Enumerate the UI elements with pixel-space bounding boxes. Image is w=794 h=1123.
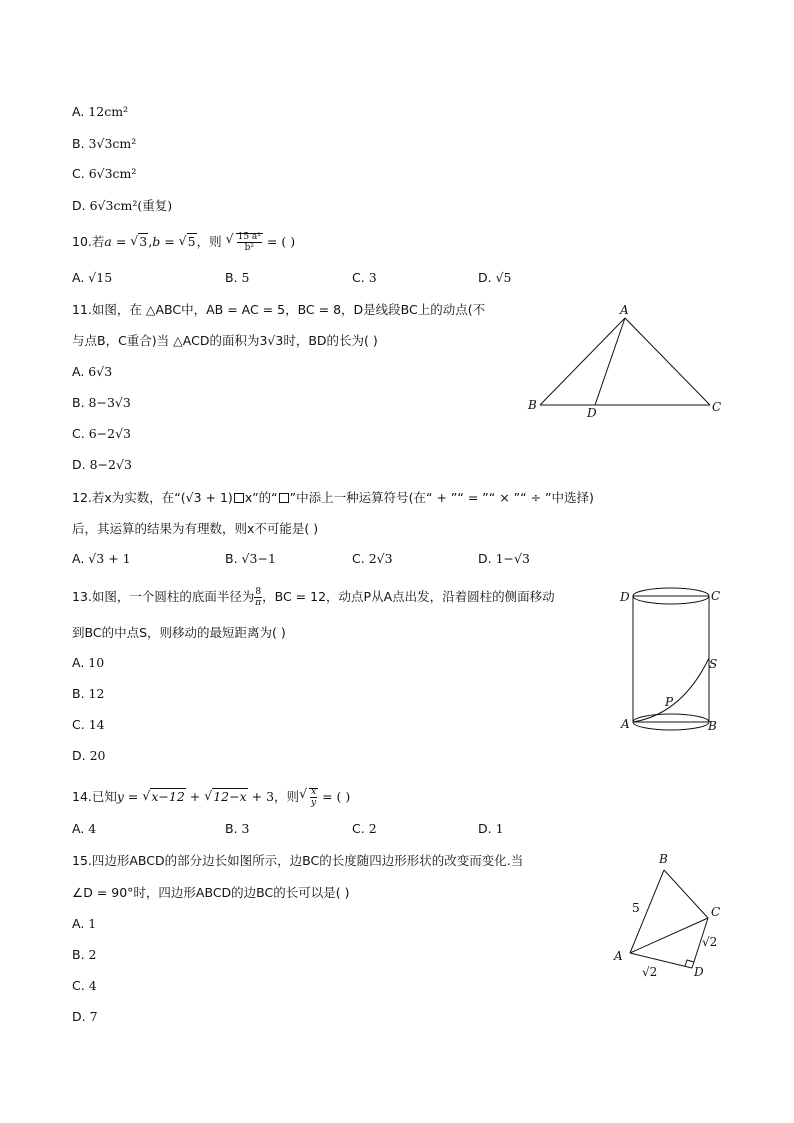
q13-label-d: D (620, 590, 630, 604)
q9-option-b: B. 3√3cm² (72, 136, 137, 151)
q13-option-a: A. 10 (72, 655, 105, 670)
q13-option-b: B. 12 (72, 686, 105, 701)
q11-label-c: C (712, 400, 722, 414)
q9-option-c: C. 6√3cm² (72, 166, 137, 181)
q11-option-a: A. 6√3 (72, 364, 113, 379)
q10-option-d: D. √5 (478, 270, 512, 285)
q15-quadrilateral-figure (608, 848, 738, 984)
q13-label-c: C (711, 589, 721, 603)
q13-label-b: B (708, 719, 717, 733)
q12-stem-line1: 12.若x为实数，在“(√3 + 1) x”的“ ”中添上一种运算符号(在“ + ”“ = ”“ × ”“ ÷ ”中选择) (72, 490, 594, 505)
q15-label-d: D (694, 965, 704, 979)
q12-option-c: C. 2√3 (352, 551, 393, 566)
q15-label-ab-length: 5 (632, 901, 640, 915)
q12-option-a: A. √3 + 1 (72, 551, 131, 566)
q10-option-c: C. 3 (352, 270, 377, 285)
q15-label-b: B (659, 852, 668, 866)
q14-option-c: C. 2 (352, 821, 377, 836)
q11-stem-line1: 11.如图，在 △ABC中，AB = AC = 5，BC = 8，D是线段BC上的动点(不 (72, 302, 486, 317)
q15-stem-line1: 15.四边形ABCD的部分边长如图所示，边BC的长度随四边形形状的改变而变化.当 (72, 853, 524, 868)
q13-cylinder-figure (612, 582, 732, 740)
q15-option-c: C. 4 (72, 978, 97, 993)
q15-option-b: B. 2 (72, 947, 97, 962)
q14-option-b: B. 3 (225, 821, 250, 836)
q13-stem-line1: 13.如图，一个圆柱的底面半径为 $\frac{8}{\pi}$ ，BC = 12，动点P从A点出发，沿着圆柱的侧面移动 (72, 587, 555, 608)
q13-option-d: D. 20 (72, 748, 106, 763)
q14-option-a: A. 4 (72, 821, 97, 836)
q11-triangle-figure (520, 298, 730, 422)
q15-option-a: A. 1 (72, 916, 97, 931)
q9-option-d: D. 6√3cm²(重复) (72, 198, 173, 213)
q12-option-b: B. √3−1 (225, 551, 276, 566)
q13-label-a: A (621, 717, 630, 731)
q14-stem: 14.已知y = √ x−12 + √ 12−x + 3，则 √ $\frac{x}{y}$ = ( ) (72, 787, 350, 808)
q15-label-c: C (711, 905, 721, 919)
blank-box-icon (279, 493, 289, 503)
q11-stem-line2: 与点B，C重合)当 △ACD的面积为3√3时，BD的长为( ) (72, 333, 378, 348)
q11-option-d: D. 8−2√3 (72, 457, 132, 472)
q11-label-d: D (587, 406, 597, 420)
q15-label-ad-length: √2 (642, 965, 658, 979)
q10-option-a: A. √15 (72, 270, 113, 285)
q11-label-a: A (620, 303, 629, 317)
q12-option-d: D. 1−√3 (478, 551, 530, 566)
q12-stem-line2: 后，其运算的结果为有理数，则x不可能是( ) (72, 521, 319, 536)
q10-stem: 10.若a = √ 3,b = √ 5，则 √ $\frac{\text{15 a²}}{\text{b²}}$ = ( ) (72, 232, 295, 253)
q13-stem-line2: 到BC的中点S，则移动的最短距离为( ) (72, 625, 286, 640)
q11-option-b: B. 8−3√3 (72, 395, 131, 410)
q9-option-a: A. 12cm² (72, 104, 129, 119)
q15-label-cd-length: √2 (702, 935, 718, 949)
q13-option-c: C. 14 (72, 717, 105, 732)
q11-option-c: C. 6−2√3 (72, 426, 131, 441)
q15-label-a: A (614, 949, 623, 963)
q13-label-p: P (665, 695, 674, 709)
q15-stem-line2: ∠D = 90°时，四边形ABCD的边BC的长可以是( ) (72, 885, 350, 900)
q10-option-b: B. 5 (225, 270, 250, 285)
q15-option-d: D. 7 (72, 1009, 98, 1024)
blank-box-icon (234, 493, 244, 503)
q13-label-s: S (709, 657, 718, 671)
q11-label-b: B (528, 398, 537, 412)
q14-option-d: D. 1 (478, 821, 504, 836)
